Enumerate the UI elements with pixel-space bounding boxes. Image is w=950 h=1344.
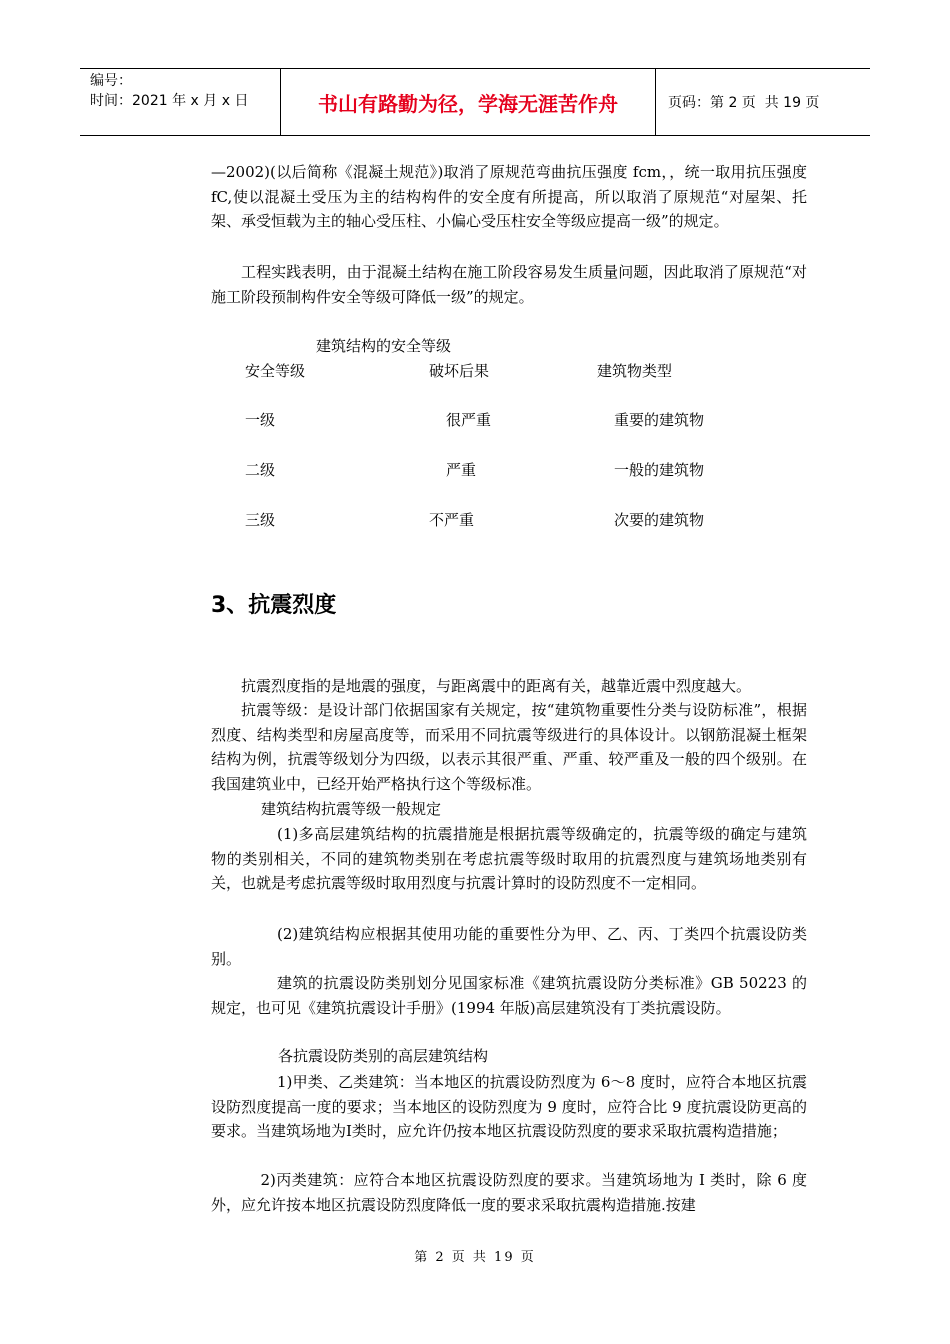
category-item-2: 2)丙类建筑：应符合本地区抗震设防烈度的要求。当建筑场地为 I 类时，除 6 度外，应允许按本地区抗震设防烈度降低一度的要求采取抗震构造措施.按建 [211,1171,807,1214]
table-cell: 一般的建筑物 [614,461,705,479]
subheading-general-rules: 建筑结构抗震等级一般规定 [261,800,442,818]
date-label: 时间：2021 年 x 月 x 日 [90,93,249,109]
table-cell: 三级 [245,511,276,529]
section-heading: 3、抗震烈度 [211,593,337,618]
rule-item-1: (1)多高层建筑结构的抗震措施是根据抗震等级确定的，抗震等级的确定与建筑物的类别相关，不同的建筑物类别在考虑抗震等级时取用的抗震烈度与建筑场地类别有关，也就是考虑抗震等级时取用烈度与抗震计算时的设防烈度不一定相同。 [211,825,807,892]
category-item-1: 1)甲类、乙类建筑：当本地区的抗震设防烈度为 6～8 度时，应符合本地区抗震设防烈度提高一度的要求；当本地区的设防烈度为 9 度时，应符合比 9 度抗震设防更高的要求。当建筑场地为Ⅰ类时，应允许仍按本地区抗震设防烈度的要求采取抗震构造措施； [211,1073,807,1140]
table-cell: 很严重 [446,411,492,429]
page-header [80,68,870,136]
header-meta [80,69,281,135]
table-title: 建筑结构的安全等级 [316,337,452,355]
header-motto: 书山有路勤为径，学海无涯苦作舟 [281,69,656,135]
serial-number-label: 编号： [90,73,132,89]
table-header-level: 安全等级 [245,362,306,380]
intro-paragraph-2: 工程实践表明，由于混凝土结构在施工阶段容易发生质量问题，因此取消了原规范“对施工阶段预制构件安全等级可降低一级”的规定。 [211,263,807,306]
table-cell: 重要的建筑物 [614,411,705,429]
footer-page-number: 第 2 页 共 19 页 [414,1250,536,1265]
section-paragraph-2: 抗震等级：是设计部门依据国家有关规定，按“建筑物重要性分类与设防标准”，根据烈度、结构类型和房屋高度等，而采用不同抗震等级进行的具体设计。以钢筋混凝土框架结构为例，抗震等级划分为四级，以表示其很严重、严重、较严重及一般的四个级别。在我国建筑业中，已经开始严格执行这个等级标准。 [211,701,807,793]
table-cell: 严重 [446,461,477,479]
page-footer [0,1246,950,1265]
section-paragraph-1: 抗震烈度指的是地震的强度，与距离震中的距离有关，越靠近震中烈度越大。 [241,677,752,695]
intro-paragraph-1: —2002)(以后简称《混凝土规范》)取消了原规范弯曲抗压强度 fcm，，统一取用抗压强度 fC,使以混凝土受压为主的结构构件的安全度有所提高，所以取消了原规范“对屋架、托架、承受恒载为主的轴心受压柱、小偏心受压柱安全等级应提高一级”的规定。 [211,163,807,230]
header-page-info [656,69,870,135]
table-cell: 二级 [245,461,276,479]
table-cell: 不严重 [429,511,475,529]
table-cell: 次要的建筑物 [614,511,705,529]
rule-item-2: (2)建筑结构应根据其使用功能的重要性分为甲、乙、丙、丁类四个抗震设防类别。 [211,925,807,968]
table-cell: 一级 [245,411,276,429]
table-header-consequence: 破坏后果 [429,362,490,380]
subheading-categories: 各抗震设防类别的高层建筑结构 [278,1047,489,1065]
table-header-building-type: 建筑物类型 [597,362,673,380]
header-page-label: 页码：第 2 页 共 19 页 [668,95,820,111]
section-paragraph-3: 建筑的抗震设防类别划分见国家标准《建筑抗震设防分类标准》GB 50223 的规定，也可见《建筑抗震设计手册》(1994 年版)高层建筑没有丁类抗震设防。 [211,974,807,1017]
